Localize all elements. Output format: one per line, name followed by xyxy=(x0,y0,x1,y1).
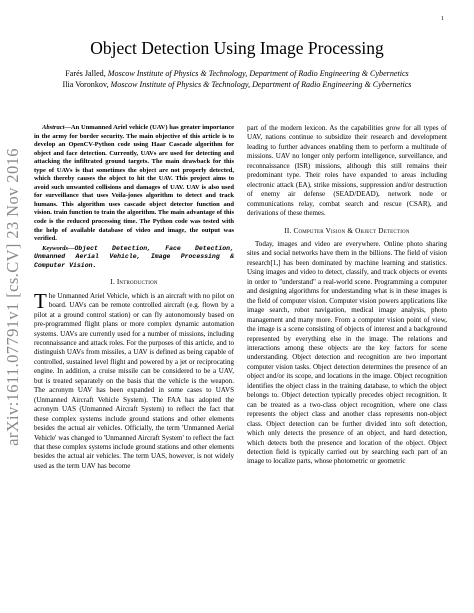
intro-paragraph xyxy=(34,288,234,472)
section-heading-introduction: I. Introduction xyxy=(110,278,158,287)
intro-paragraph-text: he Unmanned Ariel Vehicle, which is an aircraft with no pilot on board. UAVs can be remote controlled aircraft (e.g. flown by a pilot at a ground control station) or can fly autonomously based on pre-programmed flight plans or more complex dynamic automation systems. UAVs are currently used for a number of missions, including reconnaissance and attack roles. For the purposes of this article, and to distinguish UAVs from missiles, a UAV is defined as being capable of controlled, sustained level flight and powered by a jet or reciprocating engine. In addition, a cruise missile can be considered to be a UAV, but is treated separately on the basis that the vehicle is the weapon. The acronym UAV has been expanded in some cases to UAVS (Unmanned Aircraft Vehicle System). The FAA has adopted the acronym UAS (Unmanned Aircraft System) to reflect the fact that these complex systems include ground stations and other elements besides the actual air vehicles. Officially, the term 'Unmanned Aerial Vehicle' was changed to 'Unmanned Aircraft System' to reflect the fact that these complex systems include ground stations and other elements besides the actual air vehicles. The term UAS, however, is not widely used as the term UAV has become xyxy=(34,291,234,470)
keywords-text: Object Detection, Face Detection, Unmanned Aerial Vehicle, Image Processing & Computer Vision. xyxy=(34,244,234,269)
author-name: Ilia Voronkov, xyxy=(62,79,109,89)
intro-paragraph-continued: part of the modern lexicon. As the capabilities grow for all types of UAV, nations continue to subsidize their research and development leading to further advances enabling them to perform a multitude of missions. UAV no longer only perform intelligence, surveillance, and reconnaissance (ISR) missions, although this still remains their predominant type. Their roles have expanded to areas including electronic attack (EA), strike missions, suppression and/or destruction of enemy air defense (SEAD/DEAD), network node or communications relay, combat search and rescue (CSAR), and derivations of these themes. xyxy=(247,124,447,218)
computer-vision-paragraph: Today, images and video are everywhere. Online photo sharing sites and social networks have them in the billions. The field of vision research[1,] has been dominated by machine learning and statistics. Using images and video to detect, classify, and track objects or events in order to "understand" a real-world scene. Programming a computer and designing algorithms for understanding what is in these images is the field of computer vision. Computer vision powers applications like image search, robot navigation, medical image analysis, photo management and many more. From a computer vision point of view, the image is a scene consisting of objects of interest and a background represented by everything else in the image. The relations and interactions among these objects are the key factors for scene understanding. Object detection and recognition are two important computer vision tasks. Object detection determines the presence of an object and/or its scope, and locations in the image. Object recognition identifies the object class in the training database, to which the object belongs to. Object detection typically precedes object recognition. It can be treated as a two-class object recognition, where one class represents the object class and another class represents non-object class. Object detection can be further divided into soft detection, which only detects the presence of an object, and hard detection, which detects both the presence and location of the object. Object detection field is typically carried out by searching each part of an image to localize parts, whose photometric or geometric xyxy=(247,239,447,466)
drop-cap: T xyxy=(34,288,47,313)
paper-title: Object Detection Using Image Processing xyxy=(90,38,384,58)
page-number: 1 xyxy=(441,16,444,22)
author-line-1 xyxy=(30,69,444,80)
left-column xyxy=(34,124,234,471)
abstract-text: An Unmanned Ariel vehicle (UAV) has greater importance in the army for border security. The main objective of this article is to develop an OpenCV-Python code using Haar Cascade algorithm for object and face detection. Currently, UAVs are used for detecting and attacking the infiltrated ground targets. The main drawback for this type of UAVs is that sometimes the object are not properly detected, which thereby causes the object to hit the UAV. This project aims to avoid such unwanted collisions and damages of UAV. UAV is also used for surveillance that uses Voila-jones algorithm to detect and track humans. This algorithm uses cascade object detector function and vision. train function to train the algorithm. The main advantage of this code is the reduced processing time. The Python code was tested with the help of available database of video and image, the output was verified. xyxy=(34,124,234,243)
author-affiliation: Moscow Institute of Physics & Technology, Department of Radio Engineering & Cybernetics xyxy=(107,69,409,78)
keywords: Keywords—Object Detection, Face Detection, Unmanned Aerial Vehicle, Image Processing & Computer Vision. xyxy=(34,244,234,269)
abstract: Abstract—An Unmanned Ariel vehicle (UAV) has greater importance in the army for border security. The main objective of this article is to develop an OpenCV-Python code using Haar Cascade algorithm for object and face detection. Currently, UAVs are used for detecting and attacking the infiltrated ground targets. The main drawback for this type of UAVs is that sometimes the object are not properly detected, which thereby causes the object to hit the UAV. This project aims to avoid such unwanted collisions and damages of UAV. UAV is also used for surveillance that uses Voila-jones algorithm to detect and track humans. This algorithm uses cascade object detector function and vision. train function to train the algorithm. The main advantage of this code is the reduced processing time. The Python code was tested with the help of available database of video and image, the output was verified. xyxy=(34,124,234,243)
section-heading-computer-vision: II. Computer Vision & Object Detection xyxy=(284,226,410,235)
author-block xyxy=(30,69,444,90)
arxiv-identifier-text: arXiv:1611.07791v1 [cs.CV] 23 Nov 2016 xyxy=(3,148,22,446)
right-column xyxy=(247,124,447,467)
abstract-label: Abstract xyxy=(42,124,65,131)
arxiv-identifier xyxy=(3,132,23,462)
author-name: Farés Jalled, xyxy=(65,69,106,78)
keywords-label: Keywords xyxy=(42,244,68,252)
author-affiliation: Moscow Institute of Physics & Technology, Department of Radio Engineering & Cybernetics xyxy=(110,79,412,89)
author-line-2 xyxy=(30,80,444,91)
